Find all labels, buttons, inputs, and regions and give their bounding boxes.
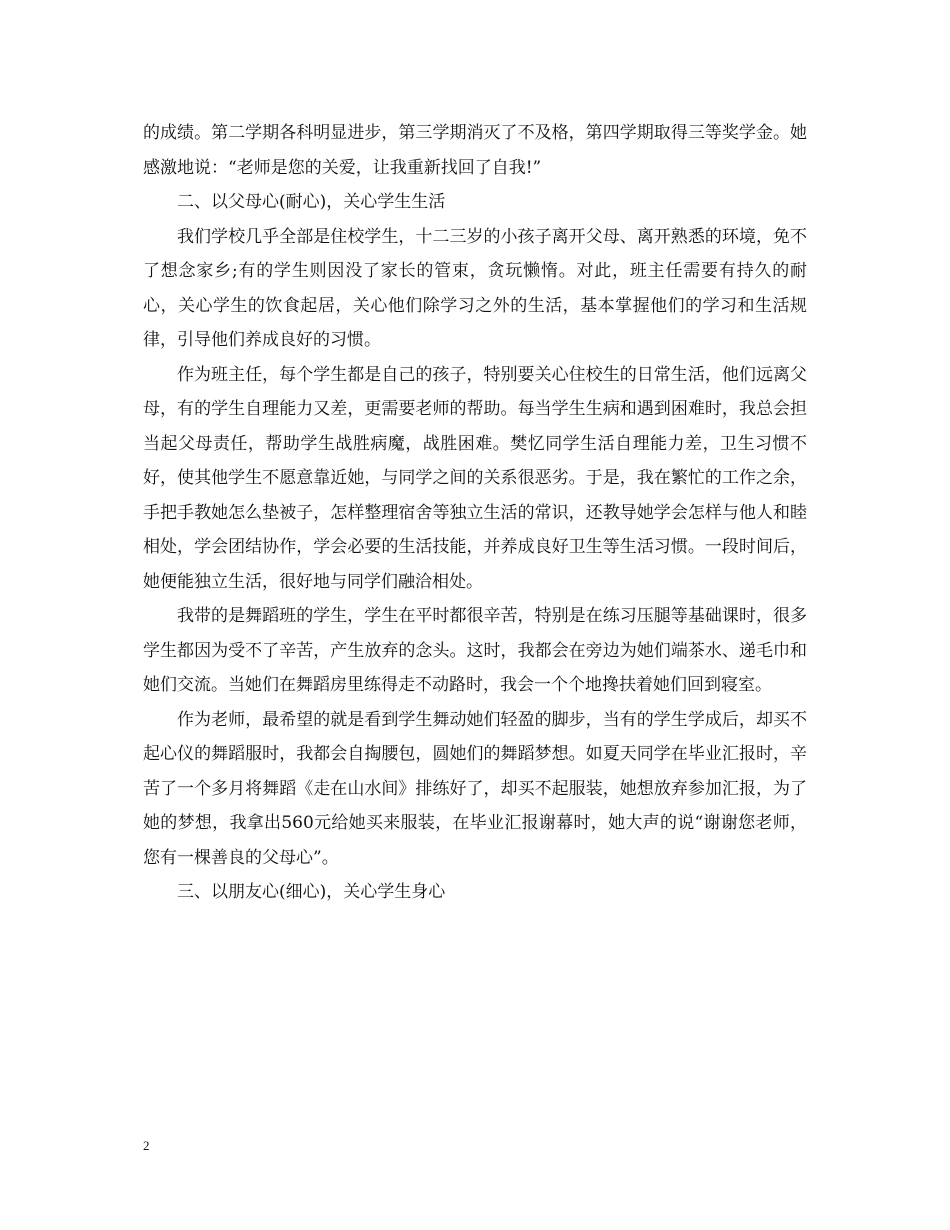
- section-heading-parental-care: 二、以父母心(耐心)，关心学生生活: [177, 192, 446, 212]
- paragraph-continued: 的成绩。第二学期各科明显进步，第三学期消灭了不及格，第四学期取得三等奖学金。她感激地说：“老师是您的关爱，让我重新找回了自我!”: [143, 123, 807, 178]
- paragraph-homeroom-teacher: 作为班主任，每个学生都是自己的孩子，特别要关心住校生的日常生活，他们远离父母，有的学生自理能力又差，更需要老师的帮助。每当学生生病和遇到困难时，我总会担当起父母责任，帮助学生战胜病魔，战胜困难。樊忆同学生活自理能力差，卫生习惯不好，使其他学生不愿意靠近她，与同学之间的关系很恶劣。于是，我在繁忙的工作之余，手把手教她怎么垫被子，怎样整理宿舍等独立生活的常识，还教导她学会怎样与他人和睦相处，学会团结协作，学会必要的生活技能，并养成良好卫生等生活习惯。一段时间后，她便能独立生活，很好地与同学们融洽相处。: [143, 364, 807, 592]
- document-body: [143, 116, 807, 910]
- paragraph-dance-class: 我带的是舞蹈班的学生，学生在平时都很辛苦，特别是在练习压腿等基础课时，很多学生都因为受不了辛苦，产生放弃的念头。这时，我都会在旁边为她们端茶水、递毛巾和她们交流。当她们在舞蹈房里练得走不动路时，我会一个个地搀扶着她们回到寝室。: [143, 606, 807, 695]
- section-heading-friend-care: 三、以朋友心(细心)，关心学生身心: [177, 882, 446, 902]
- paragraph-boarding-students: 我们学校几乎全部是住校学生，十二三岁的小孩子离开父母、离开熟悉的环境，免不了想念家乡;有的学生则因没了家长的管束，贪玩懒惰。对此，班主任需要有持久的耐心，关心学生的饮食起居，关心他们除学习之外的生活，基本掌握他们的学习和生活规律，引导他们养成良好的习惯。: [143, 226, 807, 350]
- page-number: 2: [143, 1138, 150, 1153]
- paragraph-dance-dream: 作为老师，最希望的就是看到学生舞动她们轻盈的脚步，当有的学生学成后，却买不起心仪的舞蹈服时，我都会自掏腰包，圆她们的舞蹈梦想。如夏天同学在毕业汇报时，辛苦了一个多月将舞蹈《走在山水间》排练好了，却买不起服装，她想放弃参加汇报，为了她的梦想，我拿出560元给她买来服装，在毕业汇报谢幕时，她大声的说“谢谢您老师，您有一棵善良的父母心”。: [143, 709, 807, 868]
